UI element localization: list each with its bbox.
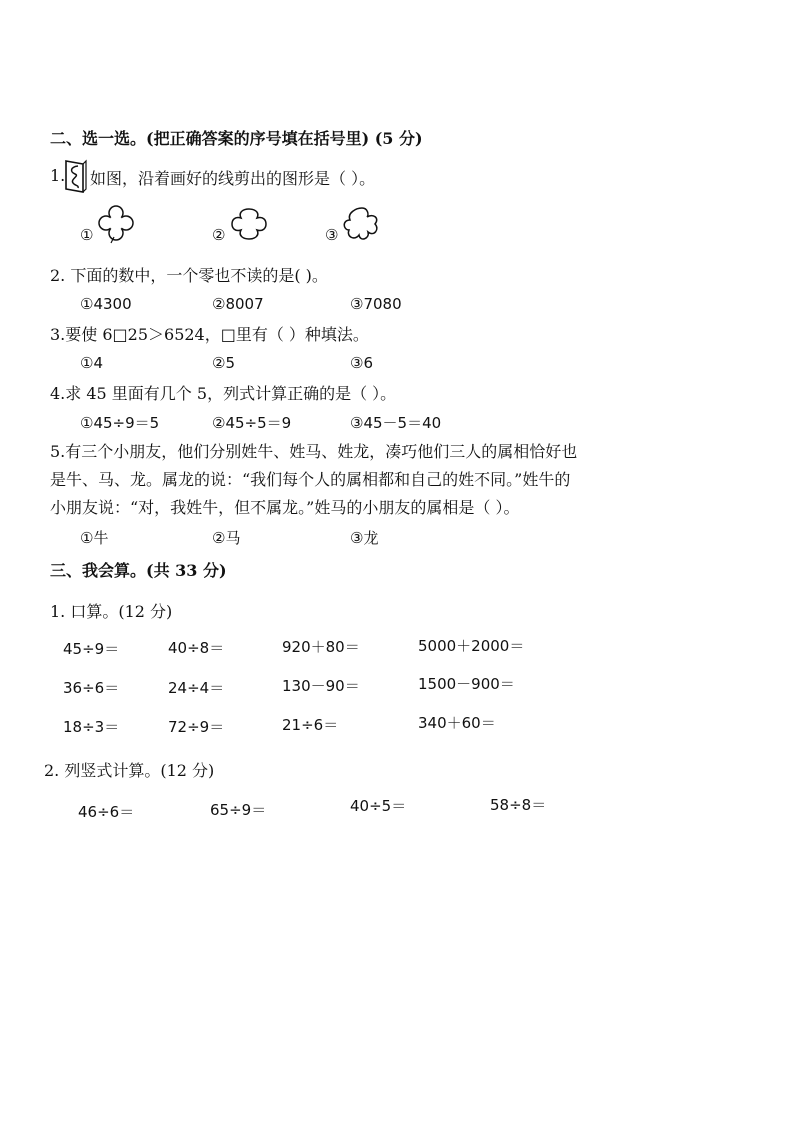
vertical-calc-1: 46÷6＝	[78, 803, 135, 821]
q1-option-1-label: ①	[80, 226, 94, 244]
q1-option-2[interactable]	[212, 204, 271, 244]
oral-calc-r3-c1: 18÷3＝	[63, 718, 120, 736]
q3-text: 3.要使 6□25＞6524，□里有（ ）种填法。	[50, 325, 369, 344]
q1-option-3[interactable]	[325, 204, 384, 244]
q5-line-2: 是牛、马、龙。属龙的说：“我们每个人的属相都和自己的姓不同。”姓牛的	[50, 470, 571, 489]
section-3-title: 三、我会算。(共 33 分)	[50, 561, 227, 580]
q1-option-1[interactable]	[80, 204, 137, 244]
q4-text: 4.求 45 里面有几个 5，列式计算正确的是（ ）。	[50, 384, 397, 403]
oral-calc-r3-c3: 21÷6＝	[282, 716, 339, 734]
q5-option-1[interactable]: ①牛	[80, 529, 109, 547]
folded-paper-icon	[63, 158, 89, 194]
vertical-calc-3: 40÷5＝	[350, 797, 407, 815]
q5-option-3[interactable]: ③龙	[350, 529, 379, 547]
four-leaf-clover-icon	[95, 204, 137, 244]
oral-calc-r1-c2: 40÷8＝	[168, 639, 225, 657]
q4-option-1[interactable]: ①45÷9＝5	[80, 414, 160, 432]
q3-option-3[interactable]: ③6	[350, 354, 373, 372]
oral-calc-r2-c1: 36÷6＝	[63, 679, 120, 697]
oral-calc-r3-c4: 340＋60＝	[418, 714, 496, 732]
oral-calc-r1-c3: 920＋80＝	[282, 638, 360, 656]
five-petal-flower-icon	[340, 204, 384, 244]
q5-line-1: 5.有三个小朋友，他们分别姓牛、姓马、姓龙，凑巧他们三人的属相恰好也	[50, 442, 578, 461]
oral-calc-title: 1. 口算。(12 分)	[50, 602, 173, 621]
q3-option-2[interactable]: ②5	[212, 354, 235, 372]
vertical-calc-title: 2. 列竖式计算。(12 分)	[44, 761, 215, 780]
oral-calc-r1-c1: 45÷9＝	[63, 640, 120, 658]
q2-option-3[interactable]: ③7080	[350, 295, 402, 313]
vertical-calc-4: 58÷8＝	[490, 796, 547, 814]
vertical-calc-2: 65÷9＝	[210, 801, 267, 819]
q5-line-3: 小朋友说：“对，我姓牛，但不属龙。”姓马的小朋友的属相是（ ）。	[50, 498, 520, 517]
oral-calc-r2-c3: 130－90＝	[282, 677, 360, 695]
q4-option-3[interactable]: ③45－5＝40	[350, 414, 442, 432]
section-2-title: 二、选一选。(把正确答案的序号填在括号里) (5 分)	[50, 129, 423, 148]
oral-calc-r3-c2: 72÷9＝	[168, 718, 225, 736]
q3-option-1[interactable]: ①4	[80, 354, 103, 372]
q1-text: 如图，沿着画好的线剪出的图形是（ ）。	[90, 169, 376, 188]
q4-option-2[interactable]: ②45÷5＝9	[212, 414, 292, 432]
q5-option-2[interactable]: ②马	[212, 529, 241, 547]
oral-calc-r1-c4: 5000＋2000＝	[418, 637, 525, 655]
four-petal-flower-icon	[227, 204, 271, 244]
q2-option-2[interactable]: ②8007	[212, 295, 264, 313]
q1-number: 1.	[50, 166, 66, 185]
q2-text: 2. 下面的数中，一个零也不读的是( )。	[50, 266, 328, 285]
oral-calc-r2-c4: 1500－900＝	[418, 675, 515, 693]
q1-option-2-label: ②	[212, 226, 226, 244]
q2-option-1[interactable]: ①4300	[80, 295, 132, 313]
oral-calc-r2-c2: 24÷4＝	[168, 679, 225, 697]
q1-option-3-label: ③	[325, 226, 339, 244]
